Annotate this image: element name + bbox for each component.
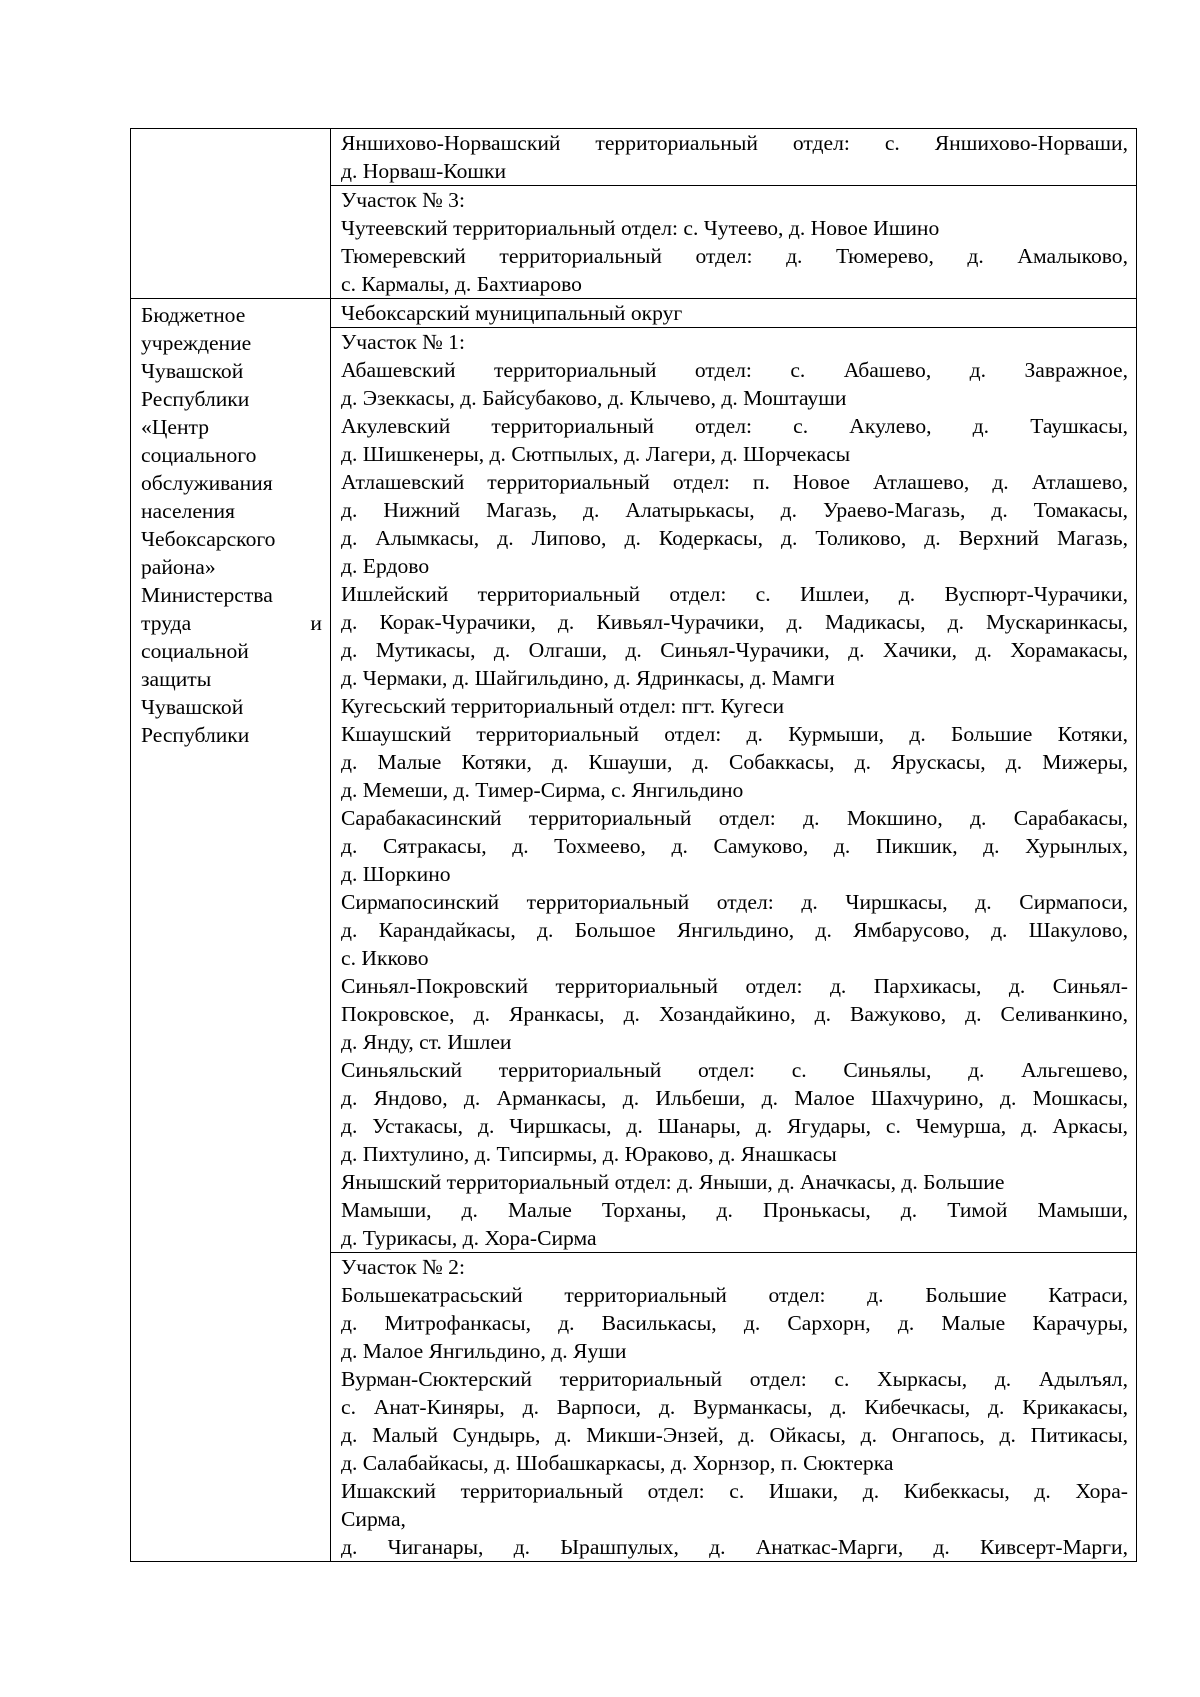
text-line: Акулевский территориальный отдел: с. Акулево, д. Таушкасы,	[341, 414, 1128, 438]
text-line: д. Пихтулино, д. Типсирмы, д. Юраково, д. Янашкасы	[341, 1142, 837, 1166]
text-line: д. Мутикасы, д. Олгаши, д. Синьял-Чурачики, д. Хачики, д. Хорамакасы,	[341, 638, 1128, 662]
org-name-line: «Центр	[141, 415, 210, 439]
text-line: Покровское, д. Яранкасы, д. Хозандайкино, д. Важуково, д. Селиванкино,	[341, 1002, 1128, 1026]
text-line: Синьяльский территориальный отдел: с. Синьялы, д. Альгешево,	[341, 1058, 1128, 1082]
text-line: д. Устакасы, д. Чиршкасы, д. Шанары, д. Ягудары, с. Чемурша, д. Аркасы,	[341, 1114, 1128, 1138]
table-row	[131, 129, 1137, 186]
text-line: д. Шишкенеры, д. Сютпылых, д. Лагери, д. Шорчекасы	[341, 442, 851, 466]
text-line: д. Яндово, д. Арманкасы, д. Ильбеши, д. Малое Шахчурино, д. Мошкасы,	[341, 1086, 1128, 1110]
org-cell	[131, 299, 331, 1562]
text-line: Участок № 3:	[341, 188, 465, 212]
territory-cell	[331, 129, 1137, 186]
org-name-line: населения	[141, 499, 235, 523]
org-name-line: учреждение	[141, 331, 252, 355]
text-line: Абашевский территориальный отдел: с. Абашево, д. Завражное,	[341, 358, 1128, 382]
assignment-table	[130, 128, 1137, 1562]
text-line: Большекатрасьский территориальный отдел: д. Большие Катраси,	[341, 1283, 1128, 1307]
text-line: Яншихово-Норвашский территориальный отдел: с. Яншихово-Норваши,	[341, 131, 1128, 155]
text-line: Синьял-Покровский территориальный отдел: д. Пархикасы, д. Синьял-	[341, 974, 1128, 998]
text-line: д. Малое Янгильдино, д. Яуши	[341, 1339, 627, 1363]
text-line: Участок № 2:	[341, 1255, 465, 1279]
text-line: Кшаушский территориальный отдел: д. Курмыши, д. Большие Котяки,	[341, 722, 1128, 746]
text-line: д. Сятракасы, д. Тохмеево, д. Самуково, д. Пикшик, д. Хурынлых,	[341, 834, 1128, 858]
text-line: д. Митрофанкасы, д. Василькасы, д. Сархорн, д. Малые Карачуры,	[341, 1311, 1128, 1335]
text-line: д. Алымкасы, д. Липово, д. Кодеркасы, д. Толиково, д. Верхний Магазь,	[341, 526, 1128, 550]
text-line: с. Кармалы, д. Бахтиарово	[341, 272, 582, 296]
text-line: д. Мемеши, д. Тимер-Сирма, с. Янгильдино	[341, 778, 744, 802]
text-line: Мамыши, д. Малые Торханы, д. Пронькасы, д. Тимой Мамыши,	[341, 1198, 1128, 1222]
text-line: д. Карандайкасы, д. Большое Янгильдино, д. Ямбарусово, д. Шакулово,	[341, 918, 1128, 942]
org-name-line: труда и	[141, 611, 322, 635]
text-line: д. Эзеккасы, д. Байсубаково, д. Клычево, д. Моштауши	[341, 386, 847, 410]
text-line: Ишакский территориальный отдел: с. Ишаки, д. Кибеккасы, д. Хора-	[341, 1479, 1128, 1503]
text-line: Атлашевский территориальный отдел: п. Новое Атлашево, д. Атлашево,	[341, 470, 1128, 494]
text-line: Сирмапосинский территориальный отдел: д. Чиршкасы, д. Сирмапоси,	[341, 890, 1128, 914]
text-line: д. Норваш-Кошки	[341, 159, 507, 183]
territory-cell	[331, 1253, 1137, 1562]
org-name-line: Бюджетное	[141, 303, 246, 327]
text-line: Сирма,	[341, 1507, 406, 1531]
text-line: д. Малые Котяки, д. Кшауши, д. Собаккасы, д. Ярускасы, д. Мижеры,	[341, 750, 1128, 774]
text-line: Тюмеревский территориальный отдел: д. Тюмерево, д. Амалыково,	[341, 244, 1128, 268]
territory-cell	[331, 328, 1137, 1253]
org-cell-empty	[131, 129, 331, 299]
org-name-line: социальной	[141, 639, 249, 663]
text-line: Сарабакасинский территориальный отдел: д. Мокшино, д. Сарабакасы,	[341, 806, 1128, 830]
text-line: д. Чермаки, д. Шайгильдино, д. Ядринкасы, д. Мамги	[341, 666, 835, 690]
org-name-line: защиты	[141, 667, 212, 691]
territory-cell	[331, 186, 1137, 299]
text-line: д. Шоркино	[341, 862, 451, 886]
text-line: Кугесьский территориальный отдел: пгт. Кугеси	[341, 694, 785, 718]
text-line: д. Малый Сундырь, д. Микши-Энзей, д. Ойкасы, д. Онгапось, д. Питикасы,	[341, 1423, 1128, 1447]
org-name-line: обслуживания	[141, 471, 273, 495]
table-row	[131, 299, 1137, 328]
text-line: с. Анат-Киняры, д. Варпоси, д. Вурманкасы, д. Кибечкасы, д. Крикакасы,	[341, 1395, 1128, 1419]
org-name-line: района»	[141, 555, 216, 579]
text-line: д. Корак-Чурачики, д. Кивьял-Чурачики, д. Мадикасы, д. Мускаринкасы,	[341, 610, 1128, 634]
text-line: Ишлейский территориальный отдел: с. Ишлеи, д. Вуспюрт-Чурачики,	[341, 582, 1128, 606]
text-line: д. Турикасы, д. Хора-Сирма	[341, 1226, 597, 1250]
text-line: д. Нижний Магазь, д. Алатырькасы, д. Ураево-Магазь, д. Томакасы,	[341, 498, 1128, 522]
text-line: д. Чиганары, д. Ырашпулых, д. Анаткас-Марги, д. Кивсерт-Марги,	[341, 1535, 1128, 1559]
district-cell	[331, 299, 1137, 328]
district-name: Чебоксарский муниципальный округ	[341, 301, 683, 325]
org-name-line: Чувашской	[141, 359, 244, 383]
text-line: с. Икково	[341, 946, 429, 970]
org-name-line: Министерства	[141, 583, 273, 607]
org-name-line: Чебоксарского	[141, 527, 276, 551]
org-name-line: Республики	[141, 387, 250, 411]
org-name-line: Республики	[141, 723, 250, 747]
text-line: д. Салабайкасы, д. Шобашкаркасы, д. Хорнзор, п. Сюктерка	[341, 1451, 894, 1475]
text-line: Чутеевский территориальный отдел: с. Чутеево, д. Новое Ишино	[341, 216, 940, 240]
text-line: Вурман-Сюктерский территориальный отдел: с. Хыркасы, д. Адылъял,	[341, 1367, 1128, 1391]
document-page	[130, 128, 1137, 1562]
org-name-line: социального	[141, 443, 257, 467]
text-line: д. Янду, ст. Ишлеи	[341, 1030, 512, 1054]
org-name-line: Чувашской	[141, 695, 244, 719]
text-line: Янышский территориальный отдел: д. Яныши, д. Аначкасы, д. Большие	[341, 1170, 1005, 1194]
text-line: д. Ердово	[341, 554, 430, 578]
text-line: Участок № 1:	[341, 330, 465, 354]
